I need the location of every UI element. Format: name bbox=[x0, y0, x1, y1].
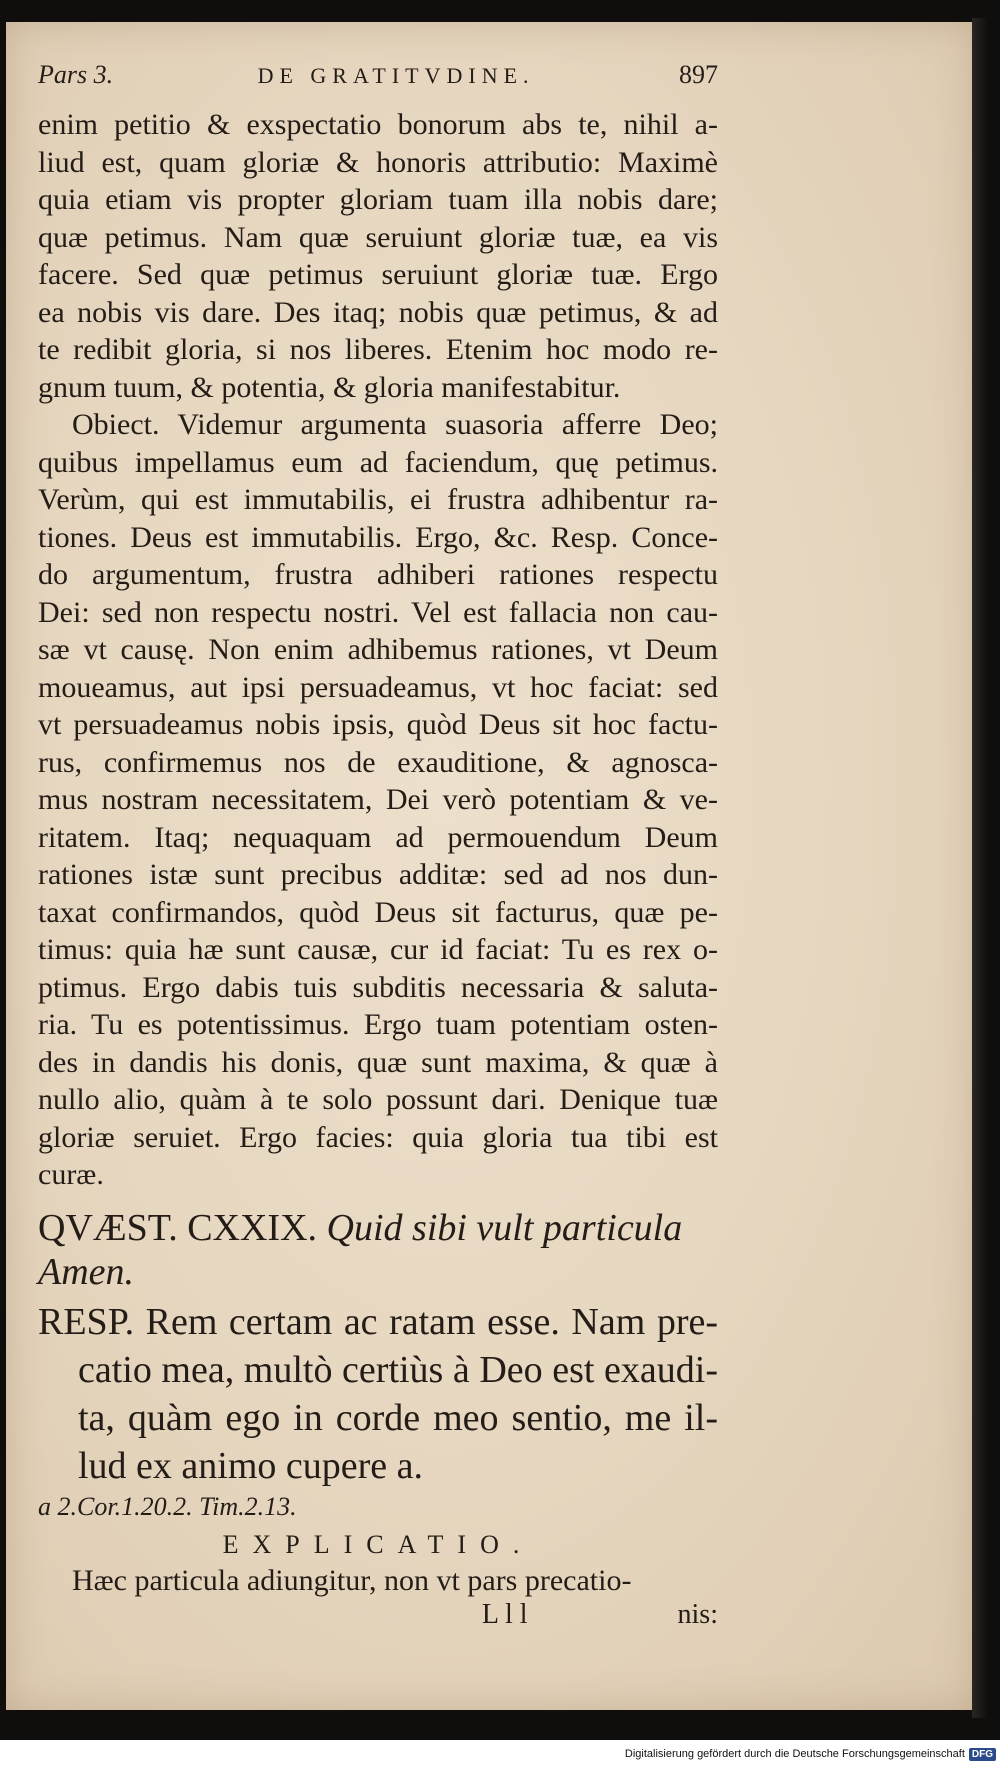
text-line: ria. Tu es potentissimus. Ergo tuam potentiam osten- bbox=[38, 1008, 718, 1041]
digitization-footer bbox=[0, 1740, 1000, 1768]
dfg-logo-icon: DFG bbox=[969, 1748, 996, 1761]
text-line: rationes istæ sunt precibus additæ: sed ad nos dun- bbox=[38, 858, 718, 891]
text-line: curæ. bbox=[38, 1158, 104, 1191]
text-line: quæ petimus. Nam quæ seruiunt gloriæ tuæ, ea vis bbox=[38, 220, 718, 254]
question-title: Quid sibi vult particula bbox=[326, 1206, 683, 1249]
page-edge-shadow bbox=[972, 18, 990, 1718]
text-line: facere. Sed quæ petimus seruiunt gloriæ tuæ. Ergo bbox=[38, 258, 718, 291]
footnote: a 2.Cor.1.20.2. Tim.2.13. bbox=[38, 1491, 297, 1521]
text-line: mus nostram necessitatem, Dei verò potentiam & ve- bbox=[38, 783, 718, 816]
response-line: ta, quàm ego in corde meo sentio, me il- bbox=[78, 1396, 718, 1439]
text-line: quibus impellamus eum ad faciendum, quę petimus. bbox=[38, 445, 718, 479]
text-line: moueamus, aut ipsi persuadeamus, vt hoc faciat: sed bbox=[38, 670, 718, 704]
catchword: nis: bbox=[677, 1599, 718, 1630]
explicatio-line: Hæc particula adiungitur, non vt pars precatio- bbox=[72, 1563, 632, 1597]
question-label: QVÆST. CXXIX. bbox=[38, 1206, 318, 1249]
text-line: des in dandis his donis, quæ sunt maxima, & quæ à bbox=[38, 1045, 718, 1079]
response-line: RESP. Rem certam ac ratam esse. Nam pre- bbox=[38, 1300, 718, 1343]
page-text-block bbox=[38, 60, 718, 1633]
text-line: gloriæ seruiet. Ergo facies: quia gloria tua tibi est bbox=[38, 1120, 718, 1154]
question-heading bbox=[38, 1206, 718, 1250]
text-line: enim petitio & exspectatio bonorum abs te, nihil a- bbox=[38, 108, 718, 141]
page-number: 897 bbox=[679, 60, 718, 89]
text-line: gnum tuum, & potentia, & gloria manifestabitur. bbox=[38, 370, 621, 404]
running-head bbox=[38, 60, 718, 102]
text-line: te redibit gloria, si nos liberes. Etenim hoc modo re- bbox=[38, 333, 718, 366]
running-head-part: Pars 3. bbox=[38, 60, 114, 89]
body-text bbox=[38, 106, 718, 1194]
text-line: ea nobis vis dare. Des itaq; nobis quæ petimus, & ad bbox=[38, 295, 718, 329]
text-line: Dei: sed non respectu nostri. Vel est fallacia non cau- bbox=[38, 595, 718, 629]
response-text bbox=[38, 1298, 718, 1490]
response-line: lud ex animo cupere a. bbox=[78, 1444, 424, 1487]
running-head-title: DE GRATITVDINE. bbox=[257, 63, 535, 88]
signature-catchword-line bbox=[38, 1599, 718, 1633]
text-line: tiones. Deus est immutabilis. Ergo, &c. Resp. Conce- bbox=[38, 520, 718, 554]
text-line: taxat confirmandos, quòd Deus sit facturus, quæ pe- bbox=[38, 895, 718, 929]
text-line: ritatem. Itaq; nequaquam ad permouendum Deum bbox=[38, 820, 718, 854]
question-title-continued: Amen. bbox=[38, 1250, 135, 1293]
text-line: timus: quia hæ sunt causæ, cur id faciat: Tu es rex o- bbox=[38, 933, 718, 966]
text-line: Obiect. Videmur argumenta suasoria afferre Deo; bbox=[72, 408, 718, 441]
text-line: rus, confirmemus nos de exauditione, & agnosca- bbox=[38, 745, 718, 779]
text-line: sæ vt causę. Non enim adhibemus rationes, vt Deum bbox=[38, 633, 718, 666]
text-line: Verùm, qui est immutabilis, ei frustra adhibentur ra- bbox=[38, 483, 718, 516]
text-line: quia etiam vis propter gloriam tuam illa nobis dare; bbox=[38, 183, 718, 216]
text-line: ptimus. Ergo dabis tuis subditis necessaria & saluta- bbox=[38, 970, 718, 1004]
text-line: vt persuadeamus nobis ipsis, quòd Deus sit hoc factu- bbox=[38, 708, 718, 741]
response-line: catio mea, multò certiùs à Deo est exaudi- bbox=[78, 1348, 718, 1391]
text-line: nullo alio, quàm à te solo possunt dari. Denique tuæ bbox=[38, 1083, 718, 1116]
text-line: liud est, quam gloriæ & honoris attributio: Maximè bbox=[38, 145, 718, 179]
text-line: do argumentum, frustra adhiberi rationes respectu bbox=[38, 558, 718, 591]
digitization-notice: Digitalisierung gefördert durch die Deutsche Forschungsgemeinschaft bbox=[624, 1748, 965, 1760]
signature-mark: L l l bbox=[481, 1599, 528, 1630]
section-heading: EXPLICATIO. bbox=[222, 1529, 534, 1559]
